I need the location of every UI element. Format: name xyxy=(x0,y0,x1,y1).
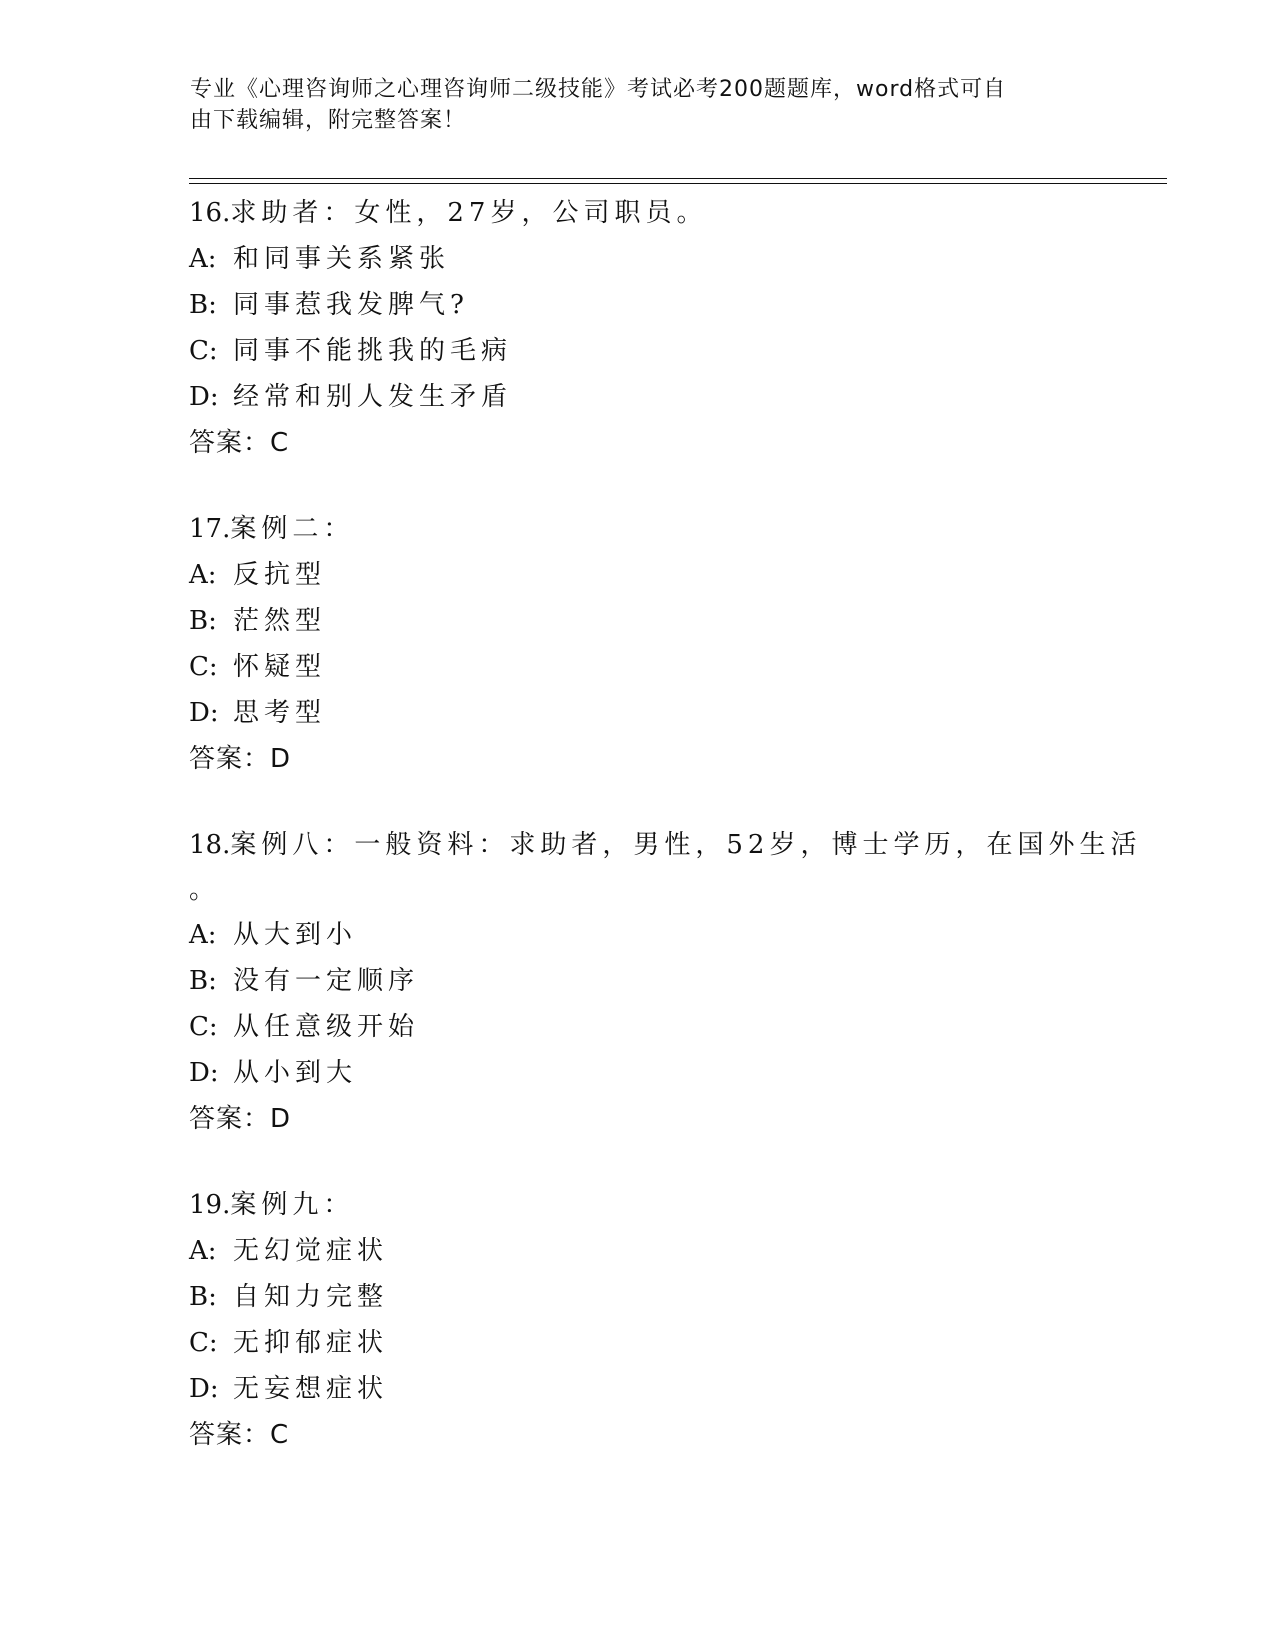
header-line-1: 专业《心理咨询师之心理咨询师二级技能》考试必考200题题库，word格式可自 xyxy=(190,77,1007,102)
option-item xyxy=(189,374,1089,420)
option-item xyxy=(189,1274,1089,1320)
option-letter: C: xyxy=(189,1328,218,1358)
option-letter: B: xyxy=(189,966,217,996)
option-text: 无抑郁症状 xyxy=(233,1328,389,1358)
option-letter: A: xyxy=(189,920,217,950)
question-block xyxy=(189,1182,1089,1458)
option-text: 从小到大 xyxy=(233,1058,358,1088)
option-item xyxy=(189,1050,1089,1096)
option-text: 经常和别人发生矛盾 xyxy=(233,382,513,412)
option-item xyxy=(189,1366,1089,1412)
question-block xyxy=(189,190,1089,466)
question-number: 17. xyxy=(189,514,231,544)
option-text: 同事不能挑我的毛病 xyxy=(233,336,513,366)
option-letter: B: xyxy=(189,1282,217,1312)
option-text: 茫然型 xyxy=(233,606,327,636)
option-item xyxy=(189,912,1089,958)
header-divider-bottom xyxy=(189,183,1167,184)
document-header xyxy=(190,74,1090,136)
option-letter: C: xyxy=(189,652,218,682)
option-text: 没有一定顺序 xyxy=(233,966,420,996)
header-line-2: 由下载编辑，附完整答案！ xyxy=(190,108,467,133)
question-stem xyxy=(189,822,1142,868)
header-divider-top xyxy=(189,178,1167,179)
option-item xyxy=(189,958,1089,1004)
question-stem xyxy=(189,190,1089,236)
question-block xyxy=(189,506,1089,782)
answer-line: 答案：D xyxy=(189,1104,292,1134)
question-stem-text: 案例二： xyxy=(230,514,355,544)
option-letter: C: xyxy=(189,1012,218,1042)
option-text: 无妄想症状 xyxy=(233,1374,389,1404)
option-item xyxy=(189,552,1089,598)
answer-line: 答案：C xyxy=(189,1420,290,1450)
option-text: 从大到小 xyxy=(233,920,358,950)
question-stem-continuation: 。 xyxy=(189,875,216,905)
question-stem xyxy=(189,506,1089,552)
question-stem xyxy=(189,1182,1089,1228)
question-number: 19. xyxy=(189,1190,231,1220)
option-letter: A: xyxy=(189,560,217,590)
option-text: 无幻觉症状 xyxy=(233,1236,389,1266)
option-letter: D: xyxy=(189,698,219,728)
option-item xyxy=(189,598,1089,644)
option-item xyxy=(189,282,1089,328)
option-text: 自知力完整 xyxy=(233,1282,389,1312)
option-item xyxy=(189,690,1089,736)
option-item xyxy=(189,1320,1089,1366)
option-letter: B: xyxy=(189,606,217,636)
option-item xyxy=(189,1228,1089,1274)
option-letter: B: xyxy=(189,290,217,320)
question-number: 16. xyxy=(189,198,231,228)
option-item xyxy=(189,644,1089,690)
answer-line: 答案：D xyxy=(189,744,292,774)
question-stem-text: 求助者：女性，27岁，公司职员。 xyxy=(230,198,708,228)
question-stem-text: 案例九： xyxy=(230,1190,355,1220)
option-letter: D: xyxy=(189,1058,219,1088)
answer-line: 答案：C xyxy=(189,428,290,458)
option-letter: A: xyxy=(189,244,217,274)
option-text: 同事惹我发脾气? xyxy=(233,290,469,320)
option-letter: D: xyxy=(189,382,219,412)
option-letter: D: xyxy=(189,1374,219,1404)
option-text: 怀疑型 xyxy=(233,652,327,682)
option-letter: A: xyxy=(189,1236,217,1266)
option-text: 从任意级开始 xyxy=(233,1012,420,1042)
question-block xyxy=(189,822,1142,1142)
question-stem-text: 案例八：一般资料：求助者，男性，52岁，博士学历，在国外生活 xyxy=(230,830,1142,860)
option-item xyxy=(189,328,1089,374)
option-text: 思考型 xyxy=(233,698,327,728)
question-list xyxy=(189,190,1142,1498)
option-item xyxy=(189,1004,1089,1050)
option-text: 和同事关系紧张 xyxy=(233,244,451,274)
option-item xyxy=(189,236,1089,282)
option-letter: C: xyxy=(189,336,218,366)
option-text: 反抗型 xyxy=(233,560,327,590)
question-number: 18. xyxy=(189,830,231,860)
